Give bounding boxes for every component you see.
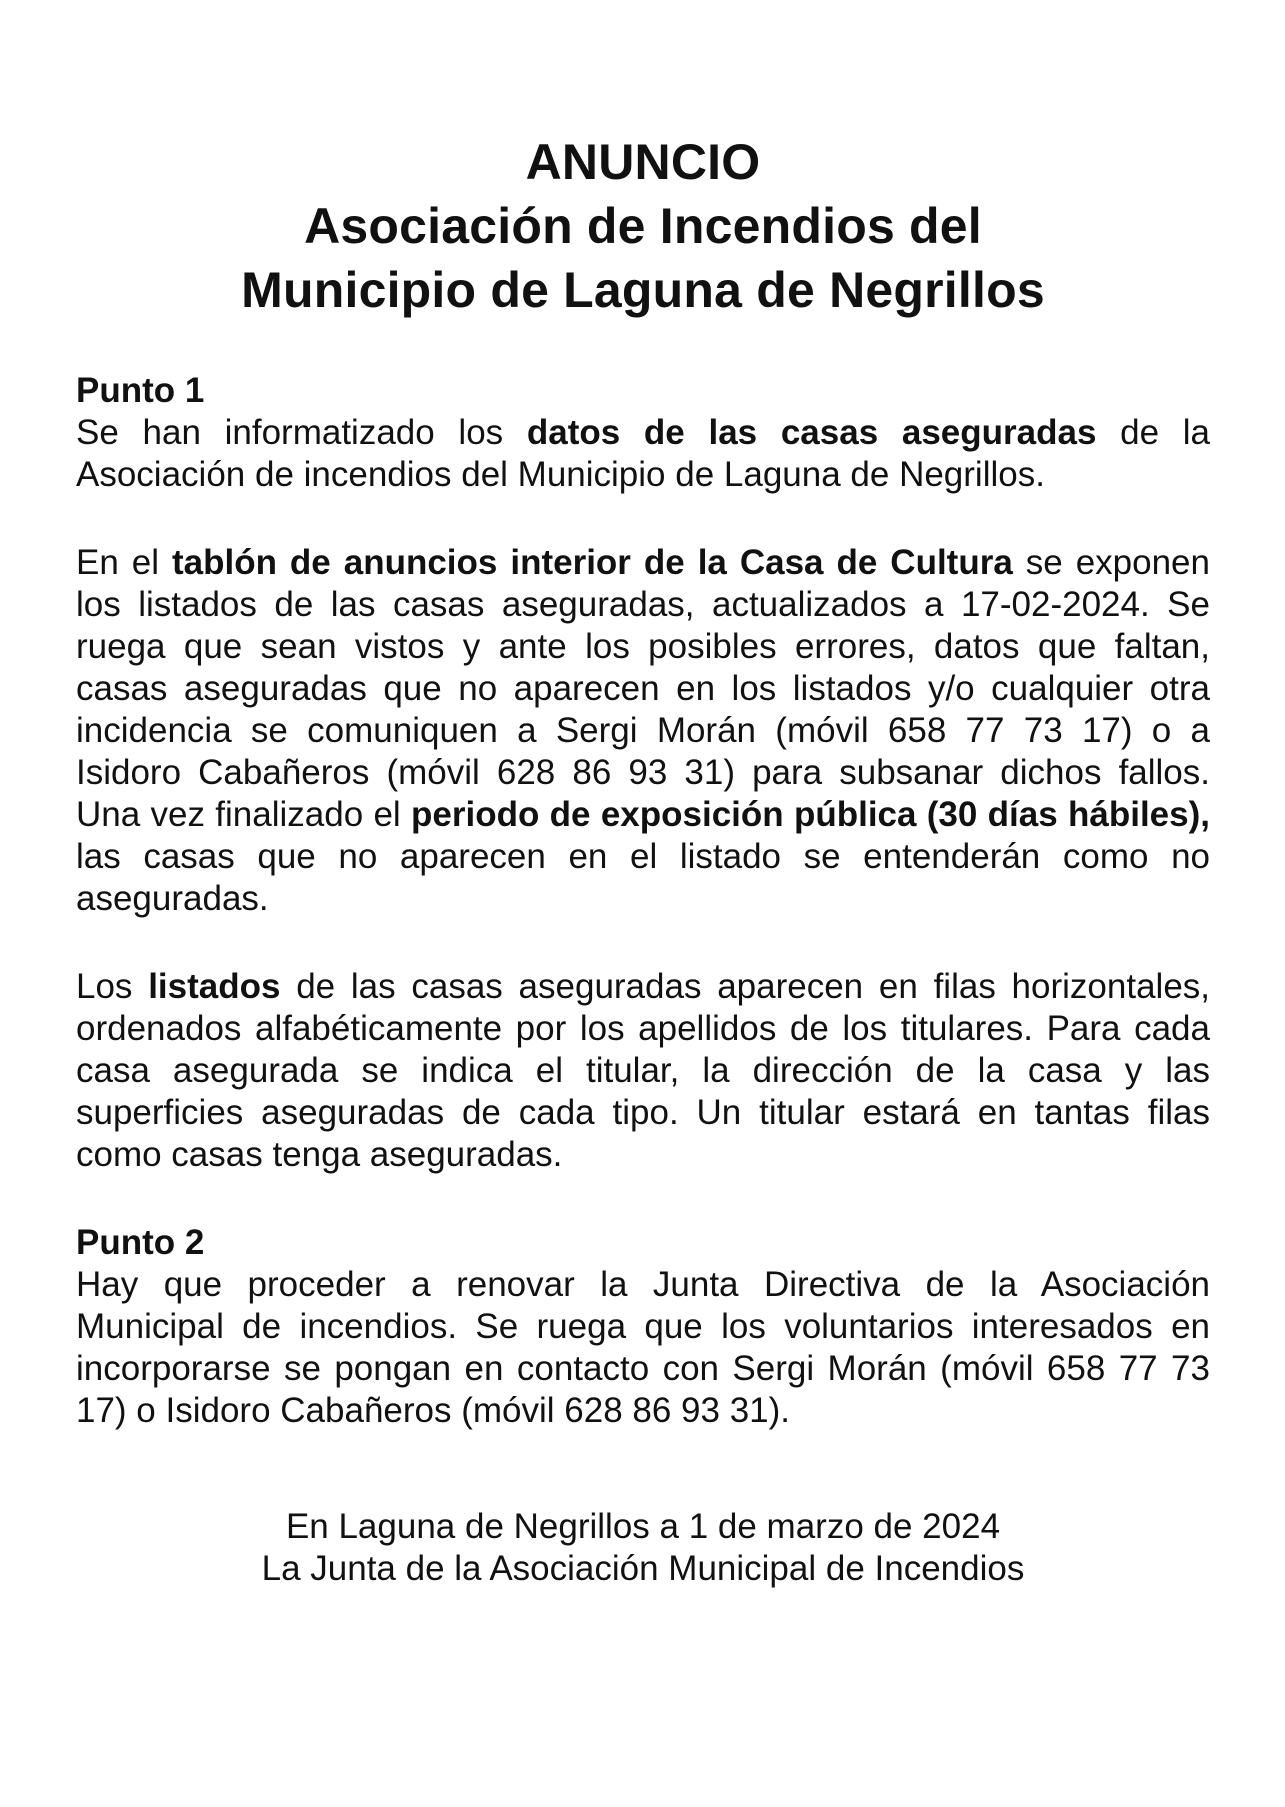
paragraph-listings-format (76, 966, 1210, 1176)
announcement-footer (76, 1506, 1210, 1590)
section-punto-2 (76, 1222, 1210, 1432)
text-run: se exponen los listados de las casas aseguradas, actualizados a 17-02-2024. Se ruega que sean vistos y ante los posibles errores, datos que faltan, casas aseguradas que no aparecen en los listados y/o cualquier otra incidencia se comuniquen a Sergi Morán (móvil 658 77 73 17) o a Isidoro Cabañeros (móvil 628 86 93 31) para subsanar dichos fallos. Una vez finalizado el (76, 543, 1210, 834)
section-heading-punto-2: Punto 2 (76, 1223, 205, 1262)
announcement-page (76, 130, 1210, 1590)
bold-text-run: periodo de exposición pública (30 días hábiles), (411, 795, 1210, 834)
paragraph-notice-board (76, 542, 1210, 920)
paragraph-board-renewal: Hay que proceder a renovar la Junta Directiva de la Asociación Municipal de incendios. Se ruega que los voluntarios interesados en incorporarse se pongan en contacto con Sergi Morán (móvil 658 77 73 17) o Isidoro Cabañeros (móvil 628 86 93 31). (76, 1265, 1210, 1430)
section-heading-punto-1: Punto 1 (76, 371, 205, 410)
text-run: En el (76, 543, 172, 582)
footer-place-date: En Laguna de Negrillos a 1 de marzo de 2024 (285, 1507, 1001, 1546)
bold-text-run: datos de las casas aseguradas (526, 413, 1097, 452)
text-run: Se han informatizado los (76, 413, 527, 452)
bold-text-run: tablón de anuncios interior de la Casa de Cultura (171, 543, 1013, 582)
text-run: de las casas aseguradas aparecen en filas horizontales, ordenados alfabéticamente por los apellidos de los titulares. Para cada casa asegurada se indica el titular, la dirección de la casa y las superficies aseguradas de cada tipo. Un titular estará en tantas filas como casas tenga aseguradas. (76, 967, 1211, 1174)
text-run: las casas que no aparecen en el listado se entenderán como no aseguradas. (76, 837, 1210, 918)
announcement-title: ANUNCIO (525, 134, 761, 190)
bold-text-run: listados (148, 967, 281, 1006)
organization-name-line-2: Municipio de Laguna de Negrillos (241, 262, 1045, 318)
text-run: de la Asociación de incendios del Municipio de Laguna de Negrillos. (76, 413, 1211, 494)
announcement-header (76, 130, 1210, 322)
organization-name-line-1: Asociación de Incendios del (304, 198, 982, 254)
section-punto-1 (76, 370, 1210, 1176)
text-run: Los (76, 967, 149, 1006)
footer-signature: La Junta de la Asociación Municipal de Incendios (261, 1549, 1025, 1588)
paragraph-computerized-data (76, 412, 1210, 496)
